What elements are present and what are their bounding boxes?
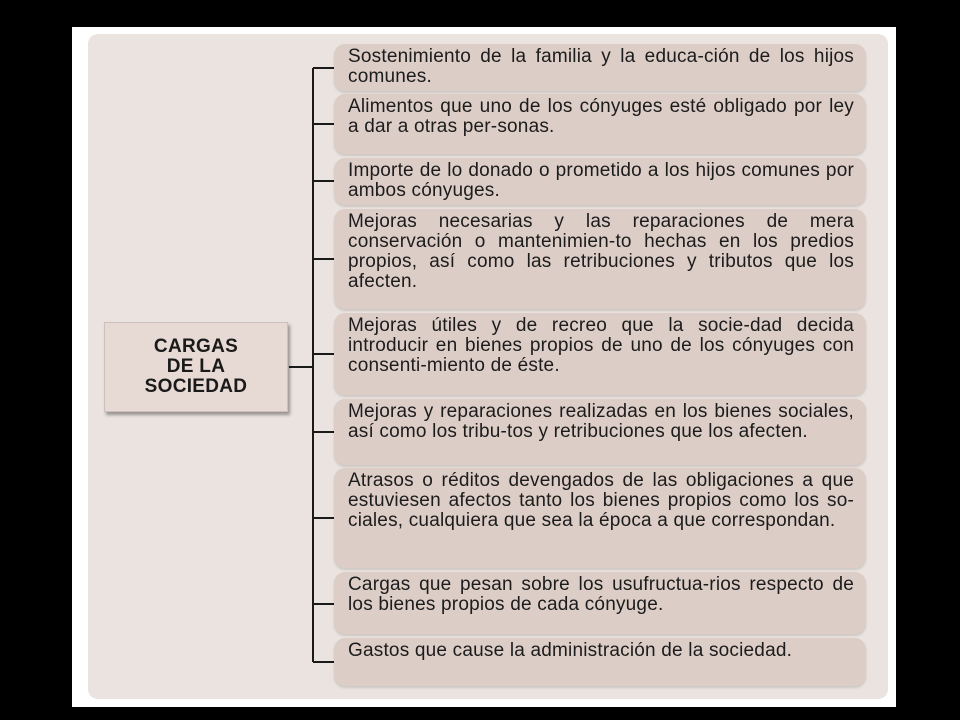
root-label: CARGAS DE LA SOCIEDAD [144,336,248,397]
item-box-1 [334,44,866,91]
item-box-2 [334,94,866,154]
root-node [104,322,288,412]
item-box-6 [334,399,866,465]
item-text: Alimentos que uno de los cónyuges esté obligado por ley a dar a otras per-sonas. [348,96,854,137]
item-text: Importe de lo donado o prometido a los hijos comunes por ambos cónyuges. [348,160,854,201]
item-box-3 [334,158,866,205]
item-text: Atrasos o réditos devengados de las obligaciones a que estuviesen afectos tanto los bienes propios como los so-ciales, cualquiera que sea la época a que correspondan. [348,470,854,531]
item-text: Mejoras necesarias y las reparaciones de mera conservación o mantenimien-to hechas en los predios propios, así como las retribuciones y tributos que los afecten. [348,211,854,292]
item-box-4 [334,209,866,309]
item-text: Cargas que pesan sobre los usufructua-rios respecto de los bienes propios de cada cónyuge. [348,574,854,615]
item-box-7 [334,468,866,568]
item-text: Gastos que cause la administración de la sociedad. [348,640,793,661]
item-box-9 [334,638,866,686]
item-text: Mejoras útiles y de recreo que la socie-dad decida introducir en bienes propios de uno de los cónyuges con consenti-miento de éste. [348,315,854,376]
item-box-8 [334,572,866,634]
item-text: Sostenimiento de la familia y la educa-ción de los hijos comunes. [348,46,854,87]
item-box-5 [334,313,866,395]
item-text: Mejoras y reparaciones realizadas en los bienes sociales, así como los tribu-tos y retribuciones que los afecten. [348,401,854,442]
